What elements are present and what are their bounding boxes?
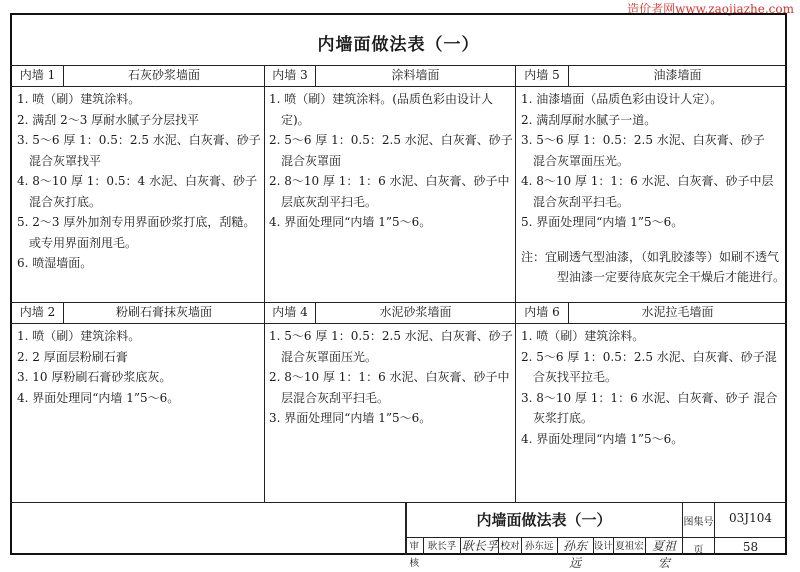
note bbox=[521, 247, 785, 288]
cell-name: 涂料墙面 bbox=[391, 68, 440, 82]
list-item: 1. 喷（刷）建筑涂料。(品质色彩由设计人 bbox=[269, 92, 493, 106]
list-item-cont: 混合灰罩面压光。 bbox=[533, 153, 630, 168]
list-item-cont: 混合灰打底。 bbox=[29, 194, 102, 209]
cell-content-wall4 bbox=[269, 326, 515, 429]
cell-content-wall6 bbox=[521, 326, 785, 449]
list-item: 4. 8～10 厚 1：0.5：4 水泥、白灰膏、砂子 bbox=[17, 174, 257, 188]
list-item: 2. 满刮厚耐水腻子一道。 bbox=[521, 112, 657, 127]
list-item: 3. 5～6 厚 1：0.5：2.5 水泥、白灰膏、砂子 bbox=[521, 133, 765, 147]
divider-bottom bbox=[10, 502, 787, 503]
design-label: 设计 bbox=[594, 538, 614, 555]
list-item: 2. 2 厚面层粉刷石膏 bbox=[17, 349, 128, 364]
list-item-cont: 层混合灰刮平扫毛。 bbox=[281, 390, 390, 405]
list-item-cont: 或专用界面剂甩毛。 bbox=[29, 235, 138, 250]
list-item: 2. 8～10 厚 1：1：6 水泥、白灰膏、砂子中 bbox=[269, 370, 510, 384]
title-block-title: 内墙面做法表（一） bbox=[476, 511, 612, 529]
note-text: 注：宜刷透气型油漆，（如乳胶漆等）如刷不透气 bbox=[521, 249, 780, 264]
list-item: 1. 喷（刷）建筑涂料。 bbox=[17, 92, 141, 106]
list-item: 4. 界面处理同“内墙 1”5～6。 bbox=[521, 431, 684, 446]
divider-header-row1 bbox=[10, 86, 787, 87]
list-item-cont: 层底灰刮平扫毛。 bbox=[281, 194, 378, 209]
cell-code: 内墙 1 bbox=[19, 68, 56, 82]
reviewer-name: 耿长孚 bbox=[424, 538, 462, 555]
list-item-cont: 灰浆打底。 bbox=[533, 411, 594, 425]
list-item: 3. 5～6 厚 1：0.5：2.5 水泥、白灰膏、砂子 bbox=[17, 133, 261, 147]
cell-name: 水泥砂浆墙面 bbox=[379, 305, 452, 319]
page-title: 内墙面做法表（一） bbox=[317, 35, 480, 55]
cell-content-wall1 bbox=[17, 89, 263, 274]
list-item-cont: 混合灰刮平扫毛。 bbox=[533, 194, 630, 209]
reviewer-signature: 耿长孚 bbox=[461, 539, 498, 553]
divider-header-row2 bbox=[10, 323, 787, 324]
list-item: 3. 界面处理同“内墙 1”5～6。 bbox=[269, 411, 432, 425]
atlas-number: 03J104 bbox=[729, 511, 772, 525]
column-divider-1 bbox=[264, 65, 265, 502]
cell-code: 内墙 4 bbox=[272, 305, 308, 319]
checker-name: 孙东远 bbox=[522, 538, 558, 555]
page-label: 页 bbox=[693, 545, 704, 556]
cell-name: 粉刷石膏抹灰墙面 bbox=[115, 305, 212, 319]
checker-signature: 孙东远 bbox=[558, 538, 594, 555]
list-item-cont: 定)。 bbox=[281, 112, 310, 127]
list-item: 3. 10 厚粉刷石膏砂浆底灰。 bbox=[17, 370, 172, 384]
list-item-cont: 合灰找平拉毛。 bbox=[533, 370, 618, 384]
list-item: 1. 喷（刷）建筑涂料。 bbox=[521, 329, 645, 343]
cell-code: 内墙 5 bbox=[524, 68, 560, 82]
list-item: 4. 界面处理同“内墙 1”5～6。 bbox=[269, 215, 432, 229]
cell-content-wall3 bbox=[269, 89, 515, 233]
list-item: 6. 喷湿墙面。 bbox=[17, 256, 93, 270]
list-item: 5. 2～3 厚外加剂专用界面砂浆打底，刮糙。 bbox=[17, 215, 256, 229]
cell-code: 内墙 6 bbox=[524, 305, 560, 319]
cell-name: 油漆墙面 bbox=[653, 68, 702, 82]
cell-content-wall5 bbox=[521, 89, 785, 288]
note-text-cont: 型油漆一定要待底灰完全干燥后才能进行。 bbox=[557, 270, 786, 284]
list-item: 1. 5～6 厚 1：0.5：2.5 水泥、白灰膏、砂子 bbox=[269, 329, 513, 343]
check-label: 校对 bbox=[499, 538, 521, 555]
list-item-cont: 混合灰罩面 bbox=[281, 153, 342, 168]
designer-signature: 夏祖宏 bbox=[652, 539, 677, 570]
designer-name: 夏祖宏 bbox=[614, 538, 646, 555]
cell-name: 水泥拉毛墙面 bbox=[641, 305, 714, 319]
list-item: 2. 满刮 2～3 厚耐水腻子分层找平 bbox=[17, 112, 200, 127]
cell-code: 内墙 3 bbox=[272, 68, 308, 82]
list-item: 3. 8～10 厚 1：1：6 水泥、白灰膏、砂子 混合 bbox=[521, 390, 778, 405]
list-item: 4. 8～10 厚 1：1：6 水泥、白灰膏、砂子中层 bbox=[521, 174, 774, 188]
signature-row bbox=[406, 538, 682, 570]
list-item: 4. 界面处理同“内墙 1”5～6。 bbox=[17, 390, 180, 405]
list-item-cont: 混合灰罩面压光。 bbox=[281, 349, 378, 364]
list-item: 1. 油漆墙面（品质色彩由设计人定）。 bbox=[521, 92, 723, 106]
list-item: 2. 5～6 厚 1：0.5：2.5 水泥、白灰膏、砂子 bbox=[269, 133, 513, 147]
column-divider-2 bbox=[515, 65, 516, 502]
cell-name: 石灰砂浆墙面 bbox=[127, 68, 200, 82]
list-item: 2. 5～6 厚 1：0.5：2.5 水泥、白灰膏、砂子混 bbox=[521, 349, 777, 364]
cell-code: 内墙 2 bbox=[19, 305, 56, 319]
list-item: 5. 界面处理同“内墙 1”5～6。 bbox=[521, 215, 684, 229]
watermark: 造价者网www.zaojiazhe.com bbox=[627, 2, 794, 16]
review-label: 审核 bbox=[406, 538, 424, 555]
list-item: 1. 喷（刷）建筑涂料。 bbox=[17, 329, 141, 343]
list-item-cont: 混合灰罩找平 bbox=[29, 153, 102, 168]
atlas-label: 图集号 bbox=[683, 517, 714, 528]
cell-content-wall2 bbox=[17, 326, 263, 408]
page-number: 58 bbox=[742, 540, 759, 554]
list-item: 2. 8～10 厚 1：1：6 水泥、白灰膏、砂子中 bbox=[269, 174, 510, 188]
